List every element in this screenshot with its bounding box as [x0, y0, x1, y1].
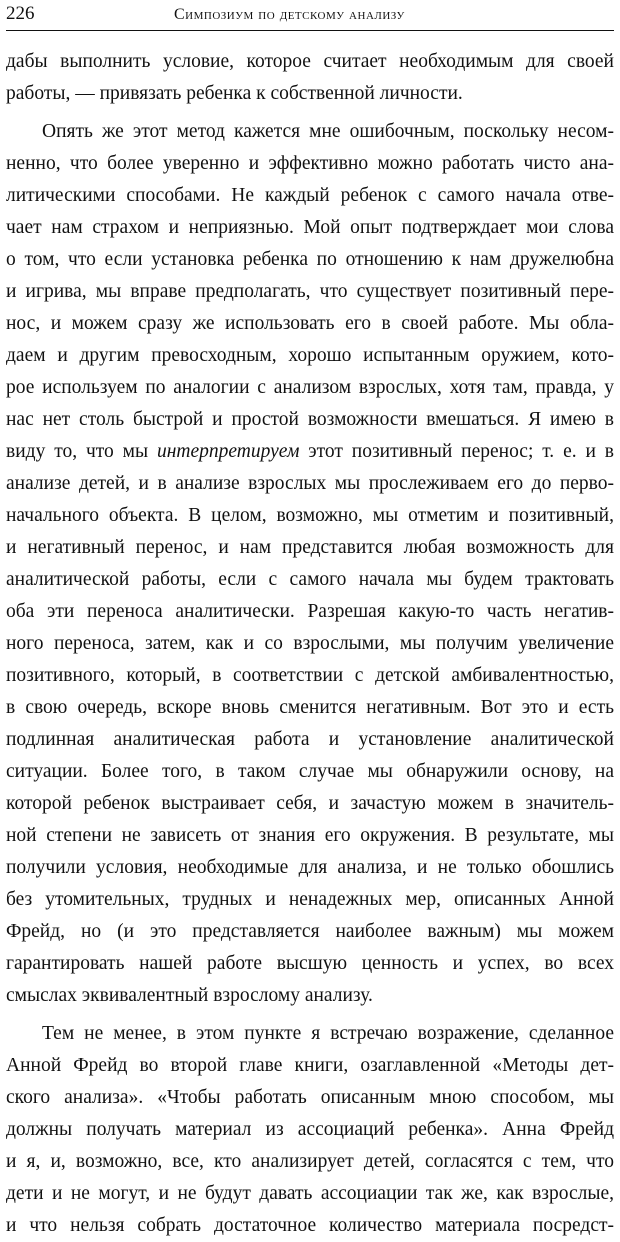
- text-line: дети и не могут, и не будут давать ассоциации так же, как взрослые,: [6, 1183, 614, 1204]
- text-line: ного переноса, затем, как и со взрослыми, мы получим увеличение: [6, 633, 614, 654]
- text-line: и что нельзя собрать достаточное количество материала посредст-: [6, 1215, 614, 1236]
- running-head-title: Симпозиум по детскому анализу: [174, 6, 405, 23]
- text-line: получили условия, необходимые для анализа, и не только обошлись: [6, 857, 614, 878]
- text-line: подлинная аналитическая работа и установление аналитической: [6, 729, 614, 750]
- text-line: и негативный перенос, и нам представится любая возможность для: [6, 537, 614, 558]
- text-line: и игрива, мы вправе предполагать, что существует позитивный пере-: [6, 281, 614, 302]
- text-line: Анной Фрейд во второй главе книги, озаглавленной «Методы дет-: [6, 1055, 614, 1076]
- text-line: аналитической работы, если с самого начала мы будем трактовать: [6, 569, 614, 590]
- text-line: ной степени не зависеть от знания его окружения. В результате, мы: [6, 825, 614, 846]
- text-line: Фрейд, но (и это представляется наиболее важным) мы можем: [6, 921, 614, 942]
- text-line: которой ребенок выстраивает себя, и зачастую можем в значитель-: [6, 793, 614, 814]
- text-line: ситуации. Более того, в таком случае мы обнаружили основу, на: [6, 761, 614, 782]
- text-line: анализе детей, и в анализе взрослых мы прослеживаем его до перво-: [6, 473, 614, 494]
- text-line: литическими способами. Не каждый ребенок с самого начала отве-: [6, 185, 614, 206]
- text-line: дабы выполнить условие, которое считает необходимым для своей: [6, 51, 614, 72]
- text-line: о том, что если установка ребенка по отношению к нам дружелюбна: [6, 249, 614, 270]
- text-line: без утомительных, трудных и ненадежных мер, описанных Анной: [6, 889, 614, 910]
- text-line: работы, — привязать ребенка к собственной личности.: [6, 83, 463, 104]
- text-line: начального объекта. В целом, возможно, мы отметим и позитивный,: [6, 505, 614, 526]
- text-line: рое используем по аналогии с анализом взрослых, хотя там, правда, у: [6, 377, 614, 398]
- text-line: ненно, что более уверенно и эффективно можно работать чисто ана-: [6, 153, 614, 174]
- text-run: виду то, что мы: [6, 441, 157, 462]
- text-line: нос, и можем сразу же использовать его в своей работе. Мы обла-: [6, 313, 614, 334]
- text-line: позитивного, который, в соответствии с детской амбивалентностью,: [6, 665, 614, 686]
- body-text: [6, 46, 614, 1242]
- text-line: гарантировать нашей работе высшую ценность и успех, во всех: [6, 953, 614, 974]
- text-line: и я, и, возможно, все, кто анализирует детей, согласятся с тем, что: [6, 1151, 614, 1172]
- text-line: должны получать материал из ассоциаций ребенка». Анна Фрейд: [6, 1119, 614, 1140]
- text-line: смыслах эквивалентный взрослому анализу.: [6, 985, 373, 1006]
- text-line: Опять же этот метод кажется мне ошибочным, поскольку несом-: [42, 121, 614, 142]
- emphasized-word: интерпретируем: [156, 441, 300, 462]
- text-line: чает нам страхом и неприязнью. Мой опыт подтверждает мои слова: [6, 217, 614, 238]
- text-line-with-emphasis: [6, 436, 614, 468]
- running-head: [6, 0, 614, 31]
- text-line: даем и другим превосходным, хорошо испытанным оружием, кото-: [6, 345, 614, 366]
- text-line: в свою очередь, вскоре вновь сменится негативным. Вот это и есть: [6, 697, 614, 718]
- text-line: нас нет столь быстрой и простой возможности вмешаться. Я имею в: [6, 409, 614, 430]
- text-line: Тем не менее, в этом пункте я встречаю возражение, сделанное: [42, 1023, 614, 1044]
- text-line: оба эти переноса аналитически. Разрешая какую-то часть негатив-: [6, 601, 614, 622]
- page-number: 226: [6, 3, 35, 24]
- text-run: этот позитивный перенос; т. е. и в: [299, 441, 614, 462]
- text-line: ского анализа». «Чтобы работать описанным мною способом, мы: [6, 1087, 614, 1108]
